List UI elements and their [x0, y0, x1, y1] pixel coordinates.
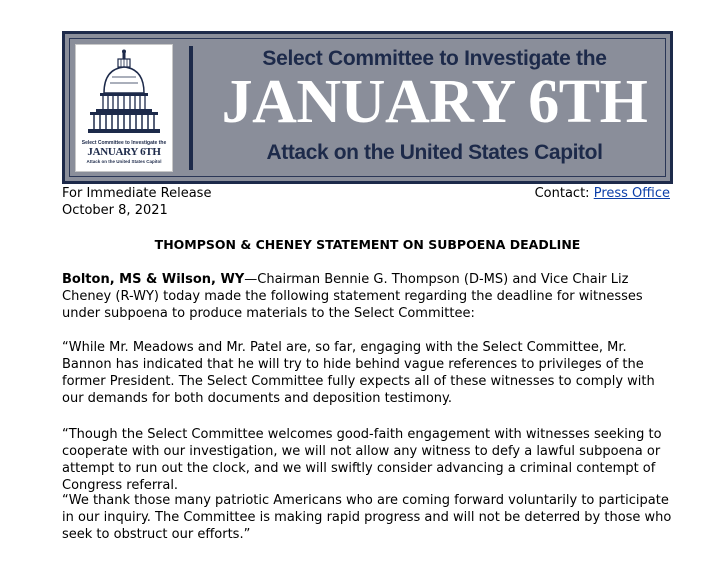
intro-paragraph	[62, 271, 680, 322]
capitol-dome-icon	[88, 49, 160, 139]
banner-title-line1: Select Committee to Investigate the	[262, 47, 607, 70]
dateline: Bolton, MS & Wilson, WY	[62, 272, 245, 287]
banner-title-line2: JANUARY 6TH	[221, 68, 648, 136]
logo-january-6th-text: JANUARY 6TH	[87, 146, 161, 158]
intro-text: —Chairman Bennie G. Thompson (D-MS) and Vice Chair Liz Cheney (R-WY) today made the following statement regarding the deadline for witnesses under subpoena to produce materials to the Select Committee:	[62, 272, 643, 321]
contact-label: Contact:	[534, 186, 590, 201]
committee-logo	[75, 44, 173, 172]
statement-paragraph-2: “While Mr. Meadows and Mr. Patel are, so far, engaging with the Select Committee, Mr. Bannon has indicated that he will try to hide behind vague references to privileges of the former President. The Select Committee fully expects all of these witnesses to comply with our demands for both documents and deposition testimony.	[62, 340, 655, 406]
logo-attack-text: Attack on the United States Capitol	[86, 159, 162, 164]
statement-paragraph-4: “We thank those many patriotic Americans who are coming forward voluntarily to participate in our inquiry. The Committee is making rapid progress and will not be deterred by those who seek to obstruct our efforts.”	[62, 493, 672, 542]
statement-paragraph-3: “Though the Select Committee welcomes good-faith engagement with witnesses seeking to cooperate with our investigation, we will not allow any witness to defy a lawful subpoena or attempt to run out the clock, and we will swiftly consider advancing a criminal contempt of Congress referral.	[62, 427, 662, 493]
committee-banner	[62, 31, 673, 184]
logo-committee-text: Select Committee to Investigate the	[81, 140, 167, 146]
statement-headline: THOMPSON & CHENEY STATEMENT ON SUBPOENA DEADLINE	[154, 237, 581, 252]
contact-line	[535, 185, 670, 202]
press-office-link[interactable]: Press Office	[593, 186, 670, 201]
release-date: October 8, 2021	[62, 203, 168, 218]
release-label: For Immediate Release	[62, 186, 212, 201]
banner-divider	[189, 46, 193, 170]
banner-title-line3: Attack on the United States Capitol	[266, 141, 603, 164]
